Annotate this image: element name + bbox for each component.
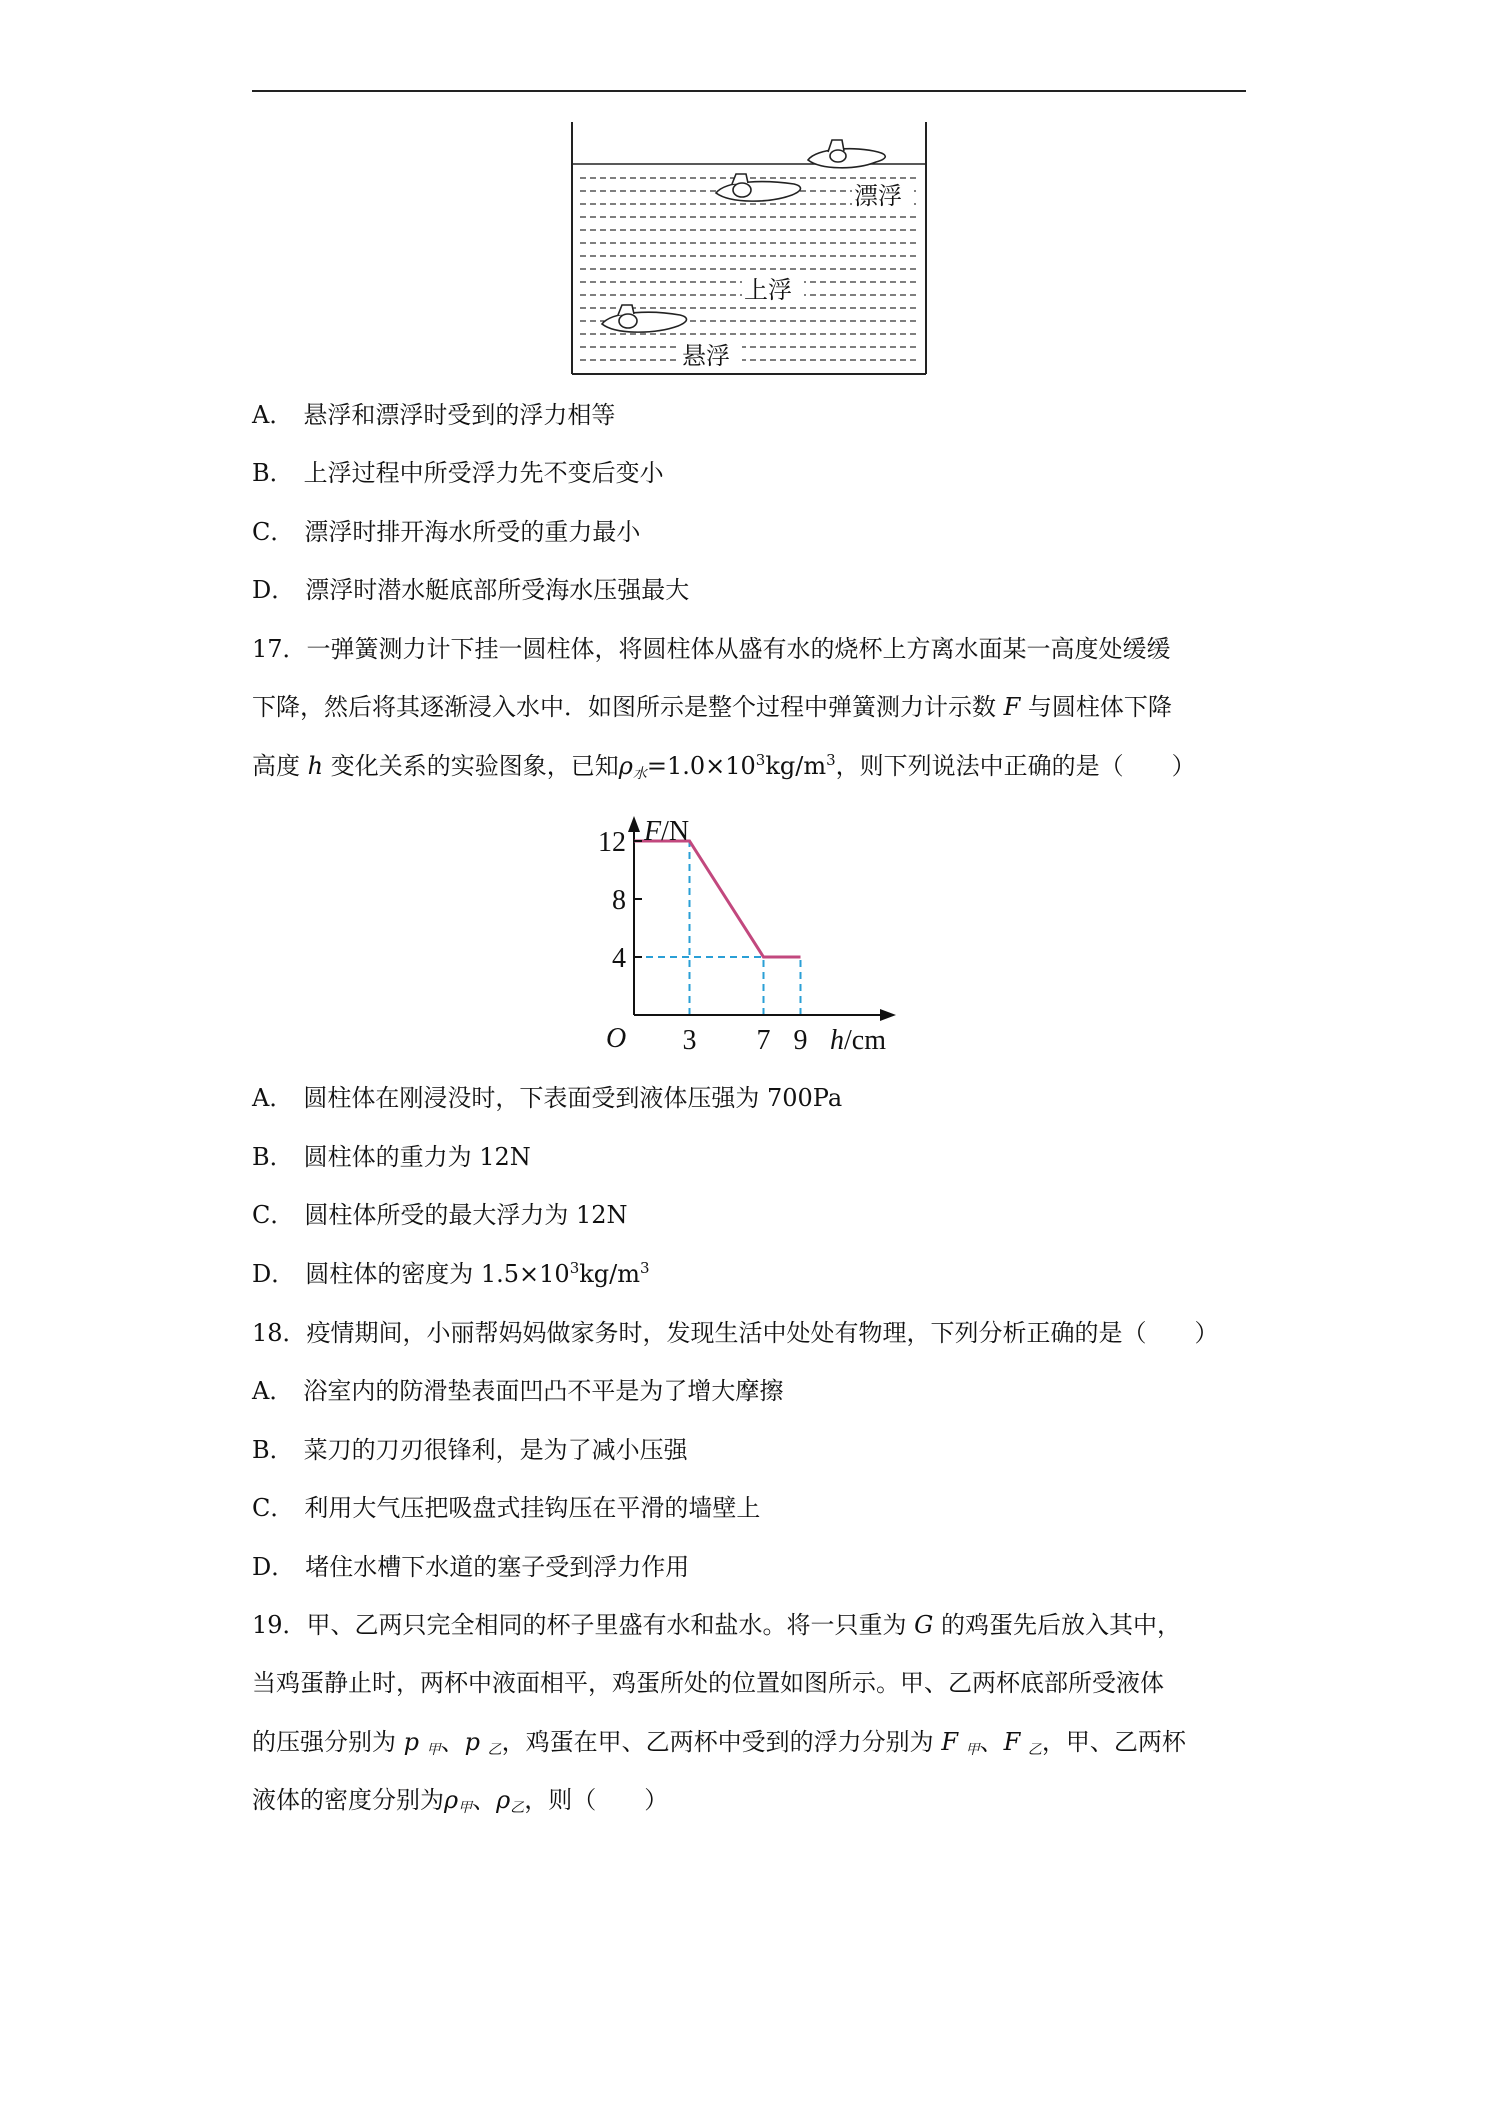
x-axis-label: h/cm	[830, 1025, 886, 1056]
q17-option-a[interactable]: A． 圆柱体在刚浸没时，下表面受到液体压强为 700Pa	[252, 1084, 843, 1112]
q16-option-d[interactable]: D． 漂浮时潜水艇底部所受海水压强最大	[252, 576, 690, 604]
y-tick-label: 12	[598, 827, 626, 858]
x-tick-label: 3	[682, 1025, 697, 1056]
q16-option-b[interactable]: B． 上浮过程中所受浮力先不变后变小	[252, 459, 664, 487]
q17-option-b[interactable]: B． 圆柱体的重力为 12N	[252, 1143, 531, 1171]
q19-line-4: 液体的密度分别为$\rho_甲$、$\rho_乙$，则（ ）	[252, 1786, 669, 1816]
q17-line-1: 17．一弹簧测力计下挂一圆柱体，将圆柱体从盛有水的烧杯上方离水面某一高度处缓缓	[252, 635, 1171, 663]
q17-line-3: 高度 h 变化关系的实验图象，已知$\rho_水=1.0\times 10^3kg/m^3$，则下列说法中正确的是（ ）	[252, 751, 1196, 782]
q19-line-3: 的压强分别为 p $_甲$、p $_乙$，鸡蛋在甲、乙两杯中受到的浮力分别为 F $_甲$、F $_乙$，甲、乙两杯	[252, 1728, 1186, 1758]
q16-option-a[interactable]: A． 悬浮和漂浮时受到的浮力相等	[252, 401, 616, 429]
x-tick-label: 7	[756, 1025, 771, 1056]
q18-stem: 18．疫情期间，小丽帮妈妈做家务时，发现生活中处处有物理，下列分析正确的是（ ）	[252, 1319, 1219, 1347]
series-line	[634, 841, 801, 957]
force-height-chart	[590, 810, 920, 1060]
q18-option-a[interactable]: A． 浴室内的防滑垫表面凹凸不平是为了增大摩擦	[252, 1377, 784, 1405]
submarine-rising	[716, 174, 801, 201]
q18-option-d[interactable]: D． 堵住水槽下水道的塞子受到浮力作用	[252, 1553, 690, 1581]
y-axis-arrow	[628, 816, 640, 832]
submarine-floating	[808, 140, 885, 168]
x-axis-arrow	[880, 1009, 896, 1021]
q18-option-c[interactable]: C． 利用大气压把吸盘式挂钩压在平滑的墙壁上	[252, 1494, 761, 1522]
header-rule	[252, 90, 1246, 92]
label-rising: 上浮	[744, 276, 792, 304]
submarine-figure	[566, 118, 932, 380]
q17-option-d[interactable]: D． 圆柱体的密度为 $1.5\times 10^3kg/m^3$	[252, 1259, 650, 1288]
label-floating: 漂浮	[854, 182, 902, 210]
y-axis-label: F/N	[644, 816, 690, 847]
q16-option-c[interactable]: C． 漂浮时排开海水所受的重力最小	[252, 518, 641, 546]
q19-line-1: 19．甲、乙两只完全相同的杯子里盛有水和盐水。将一只重为 G 的鸡蛋先后放入其中，	[252, 1611, 1181, 1639]
x-tick-label: 9	[793, 1025, 808, 1056]
y-tick-label: 8	[612, 885, 626, 916]
origin-label: O	[606, 1023, 627, 1054]
q19-line-2: 当鸡蛋静止时，两杯中液面相平，鸡蛋所处的位置如图所示。甲、乙两杯底部所受液体	[252, 1669, 1164, 1697]
q18-option-b[interactable]: B． 菜刀的刀刃很锋利，是为了减小压强	[252, 1436, 688, 1464]
y-tick-label: 4	[612, 943, 626, 974]
label-suspended: 悬浮	[682, 342, 730, 370]
submarine-suspended	[602, 305, 687, 332]
q17-option-c[interactable]: C． 圆柱体所受的最大浮力为 12N	[252, 1201, 628, 1229]
q17-line-2: 下降，然后将其逐渐浸入水中．如图所示是整个过程中弹簧测力计示数 F 与圆柱体下降	[252, 693, 1172, 721]
